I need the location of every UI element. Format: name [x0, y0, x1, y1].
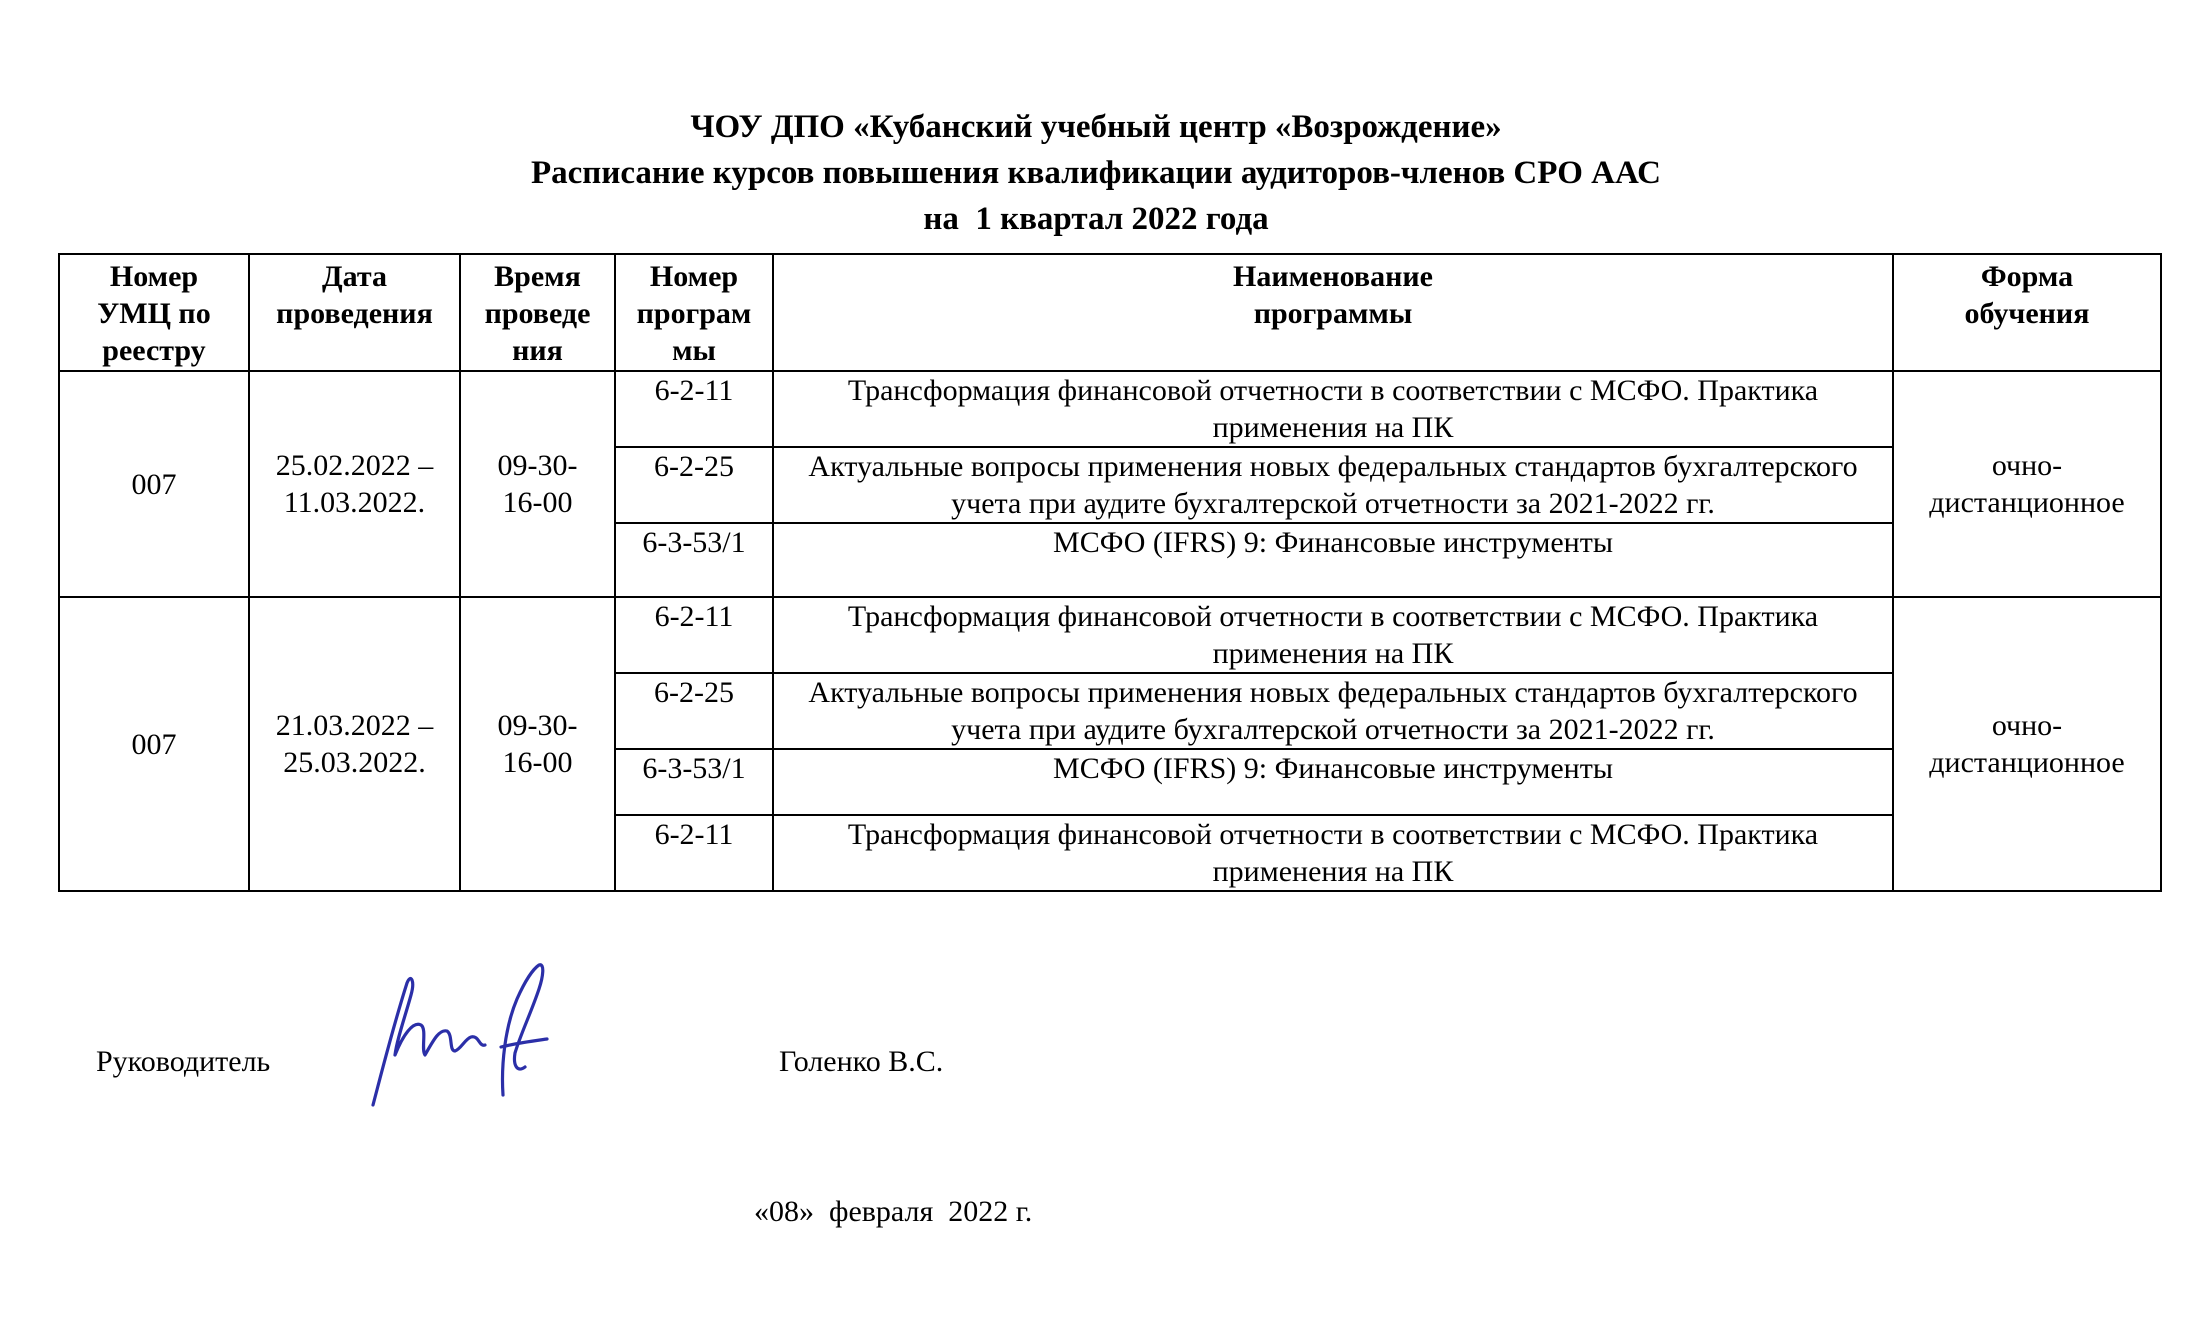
header-umc-line: реестру [102, 334, 206, 367]
form-line: очно- [1991, 449, 2063, 482]
table-header-row [59, 254, 2161, 371]
program-name-cell: Трансформация финансовой отчетности в соответствии с МСФО. Практика применения на ПК [773, 597, 1893, 673]
header-form [1893, 254, 2161, 371]
date-end: 11.03.2022. [283, 486, 426, 519]
period-title: на 1 квартал 2022 года [923, 201, 1269, 237]
header-time-line: ния [512, 334, 563, 367]
header-umc [59, 254, 249, 371]
form-cell [1893, 371, 2161, 597]
form-cell [1893, 597, 2161, 891]
header-time-line: Время [494, 260, 581, 293]
table-row [59, 371, 2161, 447]
header-form-line: Форма [1980, 260, 2074, 293]
program-name-cell: Трансформация финансовой отчетности в соответствии с МСФО. Практика применения на ПК [773, 371, 1893, 447]
umc-number-cell: 007 [59, 371, 249, 597]
header-time [460, 254, 615, 371]
document-date: «08» февраля 2022 г. [754, 1195, 1033, 1228]
program-name-cell: Актуальные вопросы применения новых федеральных стандартов бухгалтерского учета при аудите бухгалтерской отчетности за 2021-2022 гг. [773, 673, 1893, 749]
time-end: 16-00 [502, 486, 573, 519]
form-line: очно- [1991, 709, 2063, 742]
time-start: 09-30- [497, 709, 578, 742]
header-date-line: проведения [276, 297, 433, 330]
schedule-table [58, 253, 2162, 892]
program-name-cell: Трансформация финансовой отчетности в соответствии с МСФО. Практика применения на ПК [773, 815, 1893, 891]
header-form-line: обучения [1964, 297, 2090, 330]
program-name-cell: Актуальные вопросы применения новых федеральных стандартов бухгалтерского учета при аудите бухгалтерской отчетности за 2021-2022 гг. [773, 447, 1893, 523]
time-end: 16-00 [502, 746, 573, 779]
header-program-number-line: Номер [649, 260, 739, 293]
handwritten-signature [355, 955, 565, 1115]
header-date [249, 254, 460, 371]
time-cell [460, 597, 615, 891]
program-code-cell: 6-2-11 [615, 815, 773, 891]
time-cell [460, 371, 615, 597]
header-program-name [773, 254, 1893, 371]
date-start: 21.03.2022 – [275, 709, 434, 742]
form-line: дистанционное [1929, 486, 2125, 519]
signer-name: Голенко В.С. [779, 1045, 944, 1078]
signer-role: Руководитель [96, 1045, 271, 1078]
header-date-line: Дата [322, 260, 387, 293]
schedule-title: Расписание курсов повышения квалификации аудиторов-членов СРО ААС [531, 155, 1661, 191]
program-code-cell: 6-3-53/1 [615, 749, 773, 815]
umc-number-cell: 007 [59, 597, 249, 891]
time-start: 09-30- [497, 449, 578, 482]
header-umc-line: УМЦ по [97, 297, 211, 330]
org-title: ЧОУ ДПО «Кубанский учебный центр «Возрождение» [690, 109, 1502, 145]
program-code-cell: 6-2-25 [615, 447, 773, 523]
program-code-cell: 6-2-11 [615, 597, 773, 673]
date-cell [249, 371, 460, 597]
date-start: 25.02.2022 – [275, 449, 434, 482]
program-name-cell: МСФО (IFRS) 9: Финансовые инструменты [773, 749, 1893, 815]
header-program-name-line: Наименование [1233, 260, 1433, 293]
document-header [0, 104, 2192, 242]
header-umc-line: Номер [109, 260, 199, 293]
table-row [59, 597, 2161, 673]
program-code-cell: 6-2-11 [615, 371, 773, 447]
header-program-number-line: програм [636, 297, 752, 330]
program-code-cell: 6-2-25 [615, 673, 773, 749]
program-name-cell: МСФО (IFRS) 9: Финансовые инструменты [773, 523, 1893, 597]
form-line: дистанционное [1929, 746, 2125, 779]
header-program-number [615, 254, 773, 371]
header-program-number-line: мы [672, 334, 716, 367]
header-time-line: проведе [484, 297, 591, 330]
date-cell [249, 597, 460, 891]
program-code-cell: 6-3-53/1 [615, 523, 773, 597]
header-program-name-line: программы [1253, 297, 1413, 330]
date-end: 25.03.2022. [283, 746, 426, 779]
